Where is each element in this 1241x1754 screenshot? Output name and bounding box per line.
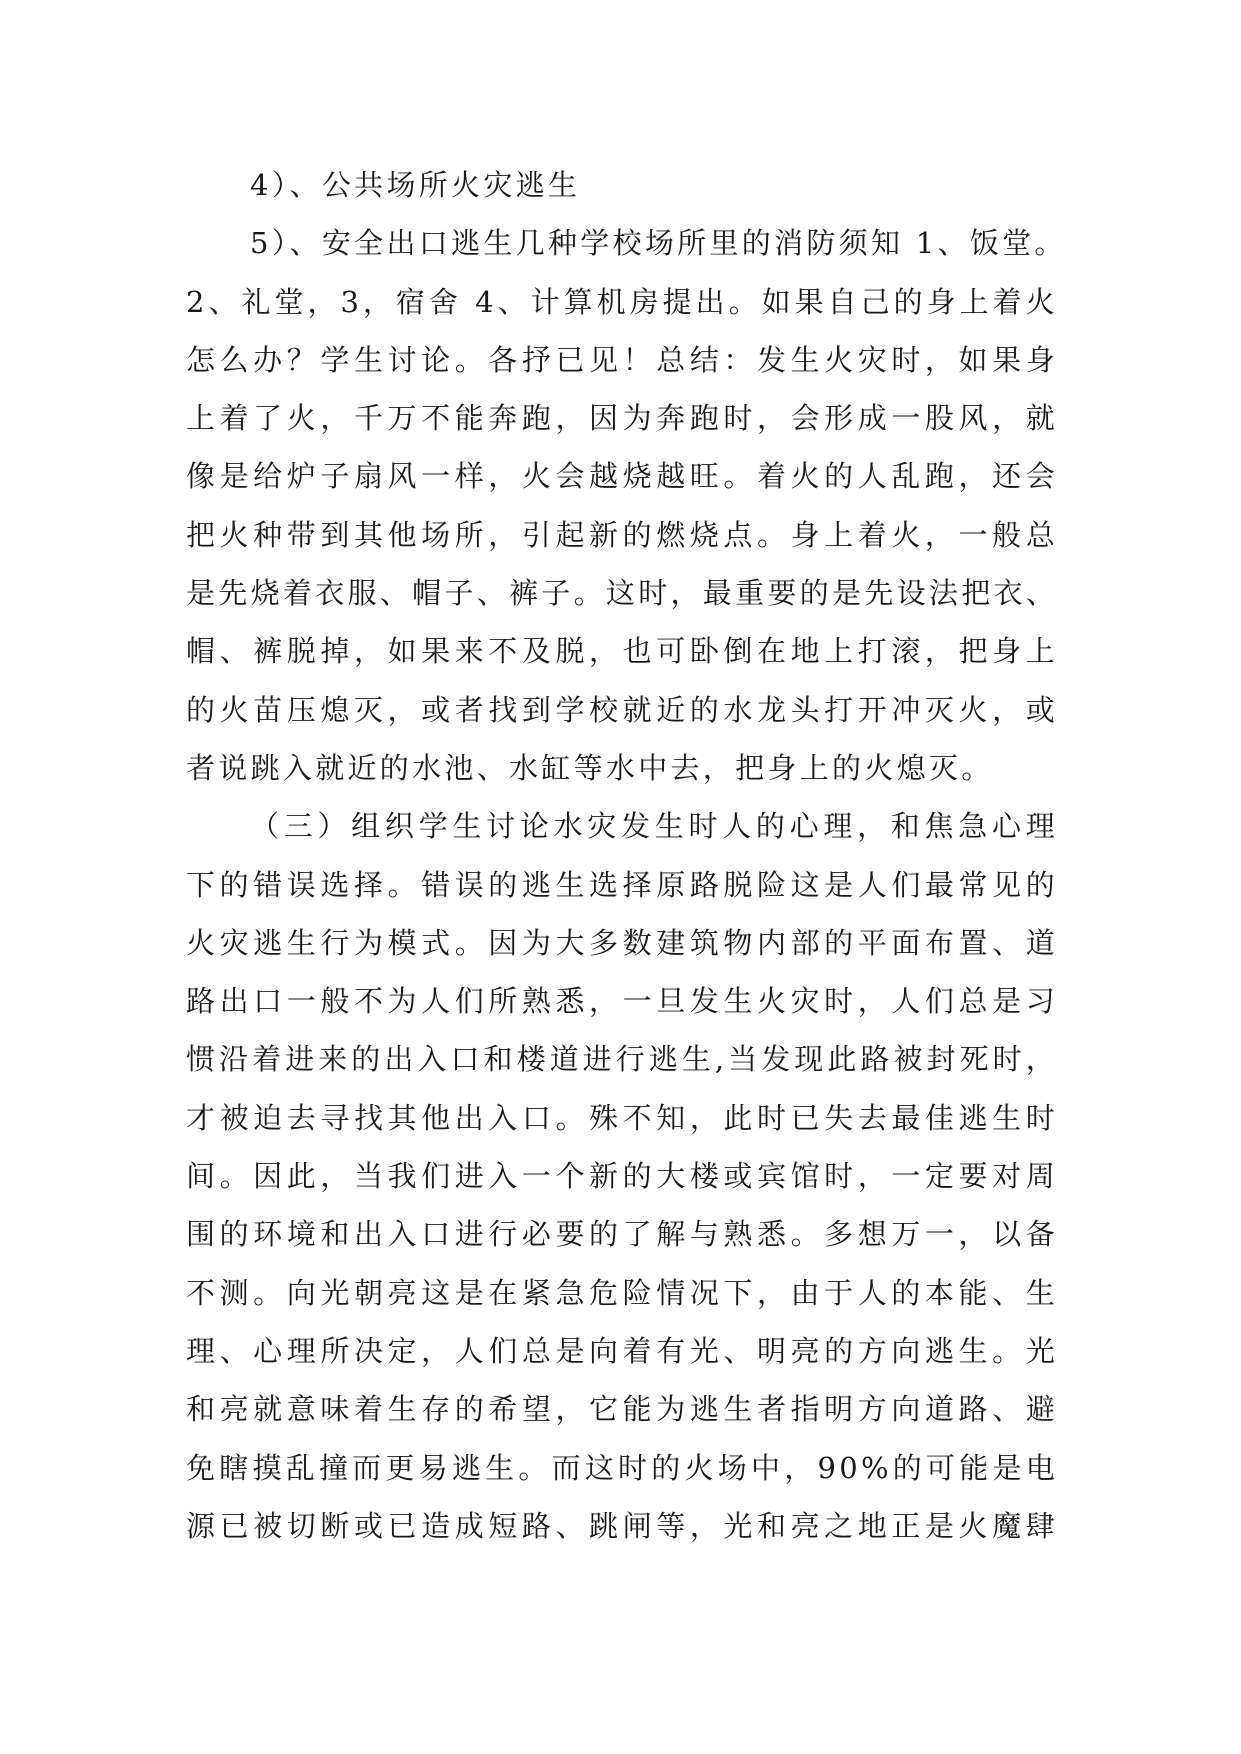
paragraph-line: 像是给炉子扇风一样，火会越烧越旺。着火的人乱跑，还会: [186, 459, 1058, 494]
paragraph-line: 围的环境和出入口进行必要的了解与熟悉。多想万一，以备: [186, 1217, 1058, 1252]
paragraph-line: 不测。向光朝亮这是在紧急危险情况下，由于人的本能、生: [186, 1275, 1058, 1310]
paragraph-line: 把火种带到其他场所，引起新的燃烧点。身上着火，一般总: [186, 517, 1058, 552]
paragraph-line: 火灾逃生行为模式。因为大多数建筑物内部的平面布置、道: [186, 925, 1058, 960]
paragraph-line: 是先烧着衣服、帽子、裤子。这时，最重要的是先设法把衣、: [186, 576, 1059, 611]
paragraph-line: 间。因此，当我们进入一个新的大楼或宾馆时，一定要对周: [186, 1159, 1058, 1194]
paragraph-line: 5）、安全出口逃生几种学校场所里的消防须知 1、饭堂。: [250, 226, 1067, 261]
paragraph-line: 理、心理所决定，人们总是向着有光、明亮的方向逃生。光: [186, 1333, 1058, 1368]
paragraph-line: （三）组织学生讨论水灾发生时人的心理，和焦急心理: [250, 809, 1058, 844]
paragraph-line: 的火苗压熄灭，或者找到学校就近的水龙头打开冲灭火，或: [186, 692, 1058, 727]
paragraph-line: 路出口一般不为人们所熟悉，一旦发生火灾时，人们总是习: [186, 984, 1058, 1019]
paragraph-line: 免瞎摸乱撞而更易逃生。而这时的火场中，90%的可能是电: [186, 1450, 1058, 1485]
paragraph-line: 和亮就意味着生存的希望，它能为逃生者指明方向道路、避: [186, 1392, 1058, 1427]
paragraph-line: 者说跳入就近的水池、水缸等水中去，把身上的火熄灭。: [186, 750, 994, 785]
paragraph-line: 才被迫去寻找其他出入口。殊不知，此时已失去最佳逃生时: [186, 1100, 1058, 1135]
paragraph-line: 惯沿着进来的出入口和楼道进行逃生,当发现此路被封死时，: [186, 1042, 1058, 1077]
paragraph-line: 源已被切断或已造成短路、跳闸等，光和亮之地正是火魔肆: [186, 1508, 1058, 1543]
paragraph-line: 2、礼堂，3，宿舍 4、计算机房提出。如果自己的身上着火: [186, 284, 1058, 319]
heading-public-places: 4）、公共场所火灾逃生: [250, 168, 581, 202]
paragraph-line: 帽、裤脱掉，如果来不及脱，也可卧倒在地上打滚，把身上: [186, 634, 1058, 669]
paragraph-line: 上着了火，千万不能奔跑，因为奔跑时，会形成一股风，就: [186, 401, 1058, 436]
body-text: [186, 156, 1067, 1555]
paragraph-line: 怎么办？学生讨论。各抒已见！总结：发生火灾时，如果身: [186, 342, 1058, 377]
paragraph-line: 下的错误选择。错误的逃生选择原路脱险这是人们最常见的: [186, 867, 1058, 902]
